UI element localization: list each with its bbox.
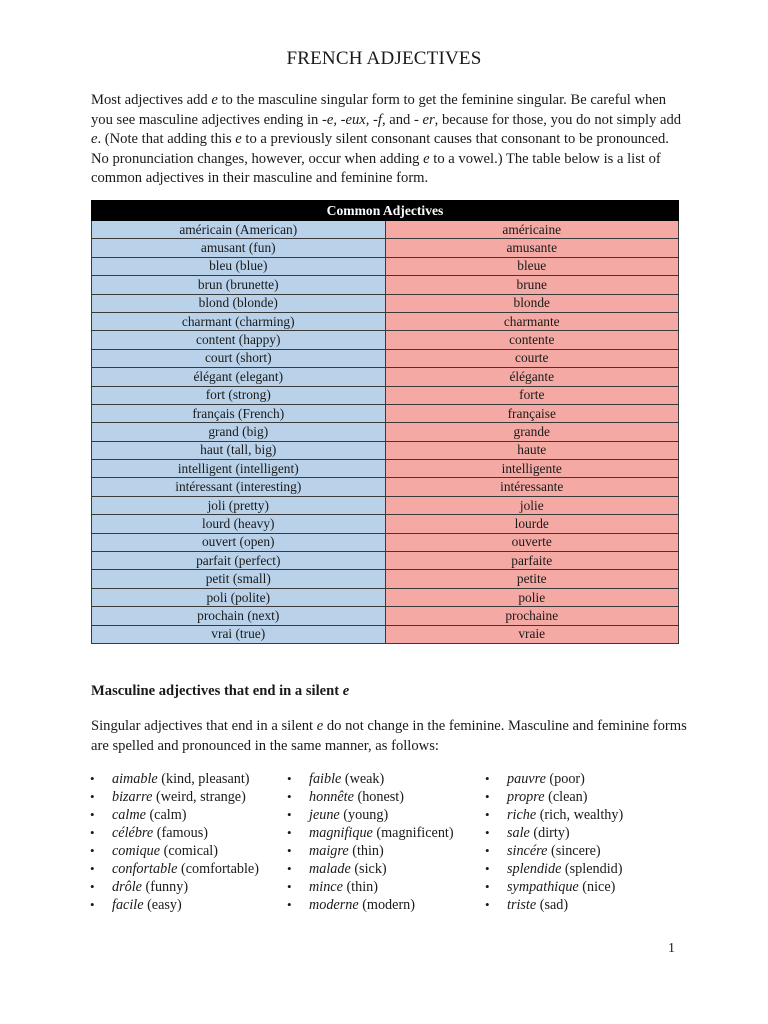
- feminine-cell: forte: [385, 386, 679, 404]
- adjective-gloss: (comfortable): [177, 861, 259, 877]
- adjective-word: riche: [507, 807, 537, 823]
- bullet-icon: •: [90, 789, 95, 804]
- adjective-list-1: [90, 770, 259, 914]
- masculine-cell: ouvert (open): [92, 533, 386, 551]
- list-item: [287, 860, 454, 878]
- bullet-icon: •: [485, 825, 490, 840]
- masculine-cell: bleu (blue): [92, 257, 386, 275]
- adjective-word: moderne: [309, 897, 359, 913]
- bullet-icon: •: [287, 789, 292, 804]
- list-item: [287, 878, 454, 896]
- masculine-cell: vrai (true): [92, 625, 386, 643]
- masculine-cell: prochain (next): [92, 607, 386, 625]
- adjective-gloss: (clean): [544, 789, 588, 805]
- list-item: [90, 770, 259, 788]
- list-item: [287, 770, 454, 788]
- page-title: FRENCH ADJECTIVES: [286, 48, 482, 69]
- list-item: [90, 806, 259, 824]
- masculine-cell: joli (pretty): [92, 496, 386, 514]
- list-item: [90, 824, 259, 842]
- adjective-word: mince: [309, 879, 343, 895]
- adjective-word: bizarre: [112, 789, 153, 805]
- adjective-gloss: (honest): [353, 789, 404, 805]
- feminine-cell: amusante: [385, 239, 679, 257]
- adjective-gloss: (magnificent): [372, 825, 454, 841]
- adjective-gloss: (modern): [358, 897, 415, 913]
- feminine-cell: élégante: [385, 368, 679, 386]
- table-row: [92, 496, 679, 514]
- masculine-cell: grand (big): [92, 423, 386, 441]
- list-item: [485, 860, 623, 878]
- list-item: [90, 896, 259, 914]
- feminine-cell: brune: [385, 276, 679, 294]
- adjective-word: sale: [507, 825, 530, 841]
- masculine-cell: haut (tall, big): [92, 441, 386, 459]
- bullet-icon: •: [485, 789, 490, 804]
- table-row: [92, 570, 679, 588]
- adjective-word: faible: [309, 771, 342, 787]
- adjective-word: jeune: [309, 807, 340, 823]
- bullet-icon: •: [485, 861, 490, 876]
- list-item: [485, 806, 623, 824]
- bullet-icon: •: [485, 807, 490, 822]
- adjective-gloss: (sick): [350, 861, 387, 877]
- adjective-gloss: (rich, wealthy): [536, 807, 624, 823]
- section-heading: Masculine adjectives that end in a silent e: [91, 683, 350, 699]
- table-row: [92, 331, 679, 349]
- feminine-cell: intelligente: [385, 460, 679, 478]
- masculine-cell: poli (polite): [92, 588, 386, 606]
- bullet-icon: •: [287, 807, 292, 822]
- table-row: [92, 404, 679, 422]
- table-row: [92, 607, 679, 625]
- feminine-cell: prochaine: [385, 607, 679, 625]
- table-row: [92, 257, 679, 275]
- adjective-word: splendide: [507, 861, 562, 877]
- table-row: [92, 625, 679, 643]
- adjective-word: honnête: [309, 789, 354, 805]
- adjective-gloss: (weak): [341, 771, 385, 787]
- feminine-cell: polie: [385, 588, 679, 606]
- list-item: [485, 824, 623, 842]
- bullet-icon: •: [287, 825, 292, 840]
- adjective-gloss: (splendid): [561, 861, 623, 877]
- masculine-cell: brun (brunette): [92, 276, 386, 294]
- masculine-cell: américain (American): [92, 221, 386, 239]
- feminine-cell: vraie: [385, 625, 679, 643]
- masculine-cell: charmant (charming): [92, 312, 386, 330]
- list-item: [90, 788, 259, 806]
- adjective-gloss: (young): [339, 807, 389, 823]
- list-item: [90, 842, 259, 860]
- adjective-gloss: (sad): [536, 897, 569, 913]
- bullet-icon: •: [485, 879, 490, 894]
- feminine-cell: bleue: [385, 257, 679, 275]
- adjective-gloss: (funny): [141, 879, 189, 895]
- adjective-gloss: (kind, pleasant): [157, 771, 250, 787]
- masculine-cell: français (French): [92, 404, 386, 422]
- adjective-gloss: (nice): [578, 879, 616, 895]
- adjective-word: facile: [112, 897, 144, 913]
- list-item: [485, 788, 623, 806]
- adjective-word: comique: [112, 843, 161, 859]
- masculine-cell: élégant (elegant): [92, 368, 386, 386]
- bullet-icon: •: [90, 879, 95, 894]
- masculine-cell: petit (small): [92, 570, 386, 588]
- masculine-cell: content (happy): [92, 331, 386, 349]
- feminine-cell: américaine: [385, 221, 679, 239]
- list-item: [485, 896, 623, 914]
- bullet-icon: •: [90, 825, 95, 840]
- list-item: [485, 842, 623, 860]
- table-row: [92, 368, 679, 386]
- table-row: [92, 423, 679, 441]
- feminine-cell: charmante: [385, 312, 679, 330]
- feminine-cell: haute: [385, 441, 679, 459]
- adjective-word: propre: [507, 789, 545, 805]
- table-row: [92, 349, 679, 367]
- feminine-cell: blonde: [385, 294, 679, 312]
- adjective-gloss: (poor): [545, 771, 585, 787]
- page-number: 1: [668, 941, 675, 956]
- adjective-list-3: [485, 770, 623, 914]
- adjective-gloss: (weird, strange): [152, 789, 246, 805]
- adjective-word: calme: [112, 807, 146, 823]
- feminine-cell: jolie: [385, 496, 679, 514]
- feminine-cell: française: [385, 404, 679, 422]
- feminine-cell: parfaite: [385, 552, 679, 570]
- adjective-word: sympathique: [507, 879, 579, 895]
- list-item: [90, 878, 259, 896]
- adjective-gloss: (thin): [342, 879, 378, 895]
- adjective-word: triste: [507, 897, 537, 913]
- bullet-icon: •: [90, 807, 95, 822]
- table-row: [92, 552, 679, 570]
- table-row: [92, 312, 679, 330]
- section-paragraph: Singular adjectives that end in a silent e do not change in the feminine. Masculine and feminine forms are spelled and pronounced in the same manner, as follows:: [91, 718, 687, 754]
- adjective-gloss: (calm): [145, 807, 187, 823]
- bullet-icon: •: [485, 771, 490, 786]
- list-item: [287, 806, 454, 824]
- feminine-cell: petite: [385, 570, 679, 588]
- feminine-cell: grande: [385, 423, 679, 441]
- feminine-cell: contente: [385, 331, 679, 349]
- adjective-gloss: (famous): [153, 825, 208, 841]
- adjective-gloss: (sincere): [547, 843, 601, 859]
- bullet-icon: •: [287, 771, 292, 786]
- feminine-cell: intéressante: [385, 478, 679, 496]
- list-item: [287, 896, 454, 914]
- feminine-cell: courte: [385, 349, 679, 367]
- bullet-icon: •: [90, 861, 95, 876]
- bullet-icon: •: [287, 879, 292, 894]
- bullet-icon: •: [287, 861, 292, 876]
- adjective-gloss: (dirty): [529, 825, 570, 841]
- adjective-word: maigre: [309, 843, 349, 859]
- feminine-cell: ouverte: [385, 533, 679, 551]
- table-row: [92, 276, 679, 294]
- table-header: Common Adjectives: [92, 201, 679, 221]
- table-row: [92, 221, 679, 239]
- masculine-cell: amusant (fun): [92, 239, 386, 257]
- bullet-icon: •: [90, 771, 95, 786]
- masculine-cell: blond (blonde): [92, 294, 386, 312]
- adjective-word: magnifique: [309, 825, 373, 841]
- masculine-cell: court (short): [92, 349, 386, 367]
- masculine-cell: intéressant (interesting): [92, 478, 386, 496]
- bullet-icon: •: [90, 897, 95, 912]
- table-row: [92, 533, 679, 551]
- masculine-cell: lourd (heavy): [92, 515, 386, 533]
- adjective-word: malade: [309, 861, 351, 877]
- list-item: [287, 824, 454, 842]
- masculine-cell: intelligent (intelligent): [92, 460, 386, 478]
- adjective-word: pauvre: [507, 771, 546, 787]
- bullet-icon: •: [287, 843, 292, 858]
- table-row: [92, 460, 679, 478]
- adjective-word: sincére: [507, 843, 548, 859]
- adjective-gloss: (comical): [160, 843, 218, 859]
- intro-paragraph: Most adjectives add e to the masculine singular form to get the feminine singular. Be careful when you see masculine adjectives ending in -e, -eux, -f, and - er, because for those, you do not simply add e. (Note that adding this e to a previously silent consonant causes that consonant to be pronounced. No pronunciation changes, however, occur when adding e to a vowel.) The table below is a list of common adjectives in their masculine and feminine form.: [91, 92, 682, 187]
- adjective-word: célébre: [112, 825, 154, 841]
- bullet-icon: •: [485, 897, 490, 912]
- adjective-word: drôle: [112, 879, 142, 895]
- adjective-gloss: (easy): [143, 897, 182, 913]
- list-item: [485, 878, 623, 896]
- table-row: [92, 441, 679, 459]
- bullet-icon: •: [287, 897, 292, 912]
- list-item: [287, 842, 454, 860]
- table-row: [92, 478, 679, 496]
- adjective-list-2: [287, 770, 454, 914]
- list-item: [485, 770, 623, 788]
- table-row: [92, 515, 679, 533]
- adjectives-table: [91, 200, 679, 644]
- masculine-cell: parfait (perfect): [92, 552, 386, 570]
- table-row: [92, 386, 679, 404]
- table-row: [92, 588, 679, 606]
- bullet-icon: •: [485, 843, 490, 858]
- list-item: [90, 860, 259, 878]
- masculine-cell: fort (strong): [92, 386, 386, 404]
- table-row: [92, 294, 679, 312]
- adjective-word: aimable: [112, 771, 158, 787]
- table-row: [92, 239, 679, 257]
- adjective-gloss: (thin): [348, 843, 384, 859]
- adjective-word: confortable: [112, 861, 178, 877]
- table-body: [92, 221, 679, 644]
- list-item: [287, 788, 454, 806]
- bullet-icon: •: [90, 843, 95, 858]
- feminine-cell: lourde: [385, 515, 679, 533]
